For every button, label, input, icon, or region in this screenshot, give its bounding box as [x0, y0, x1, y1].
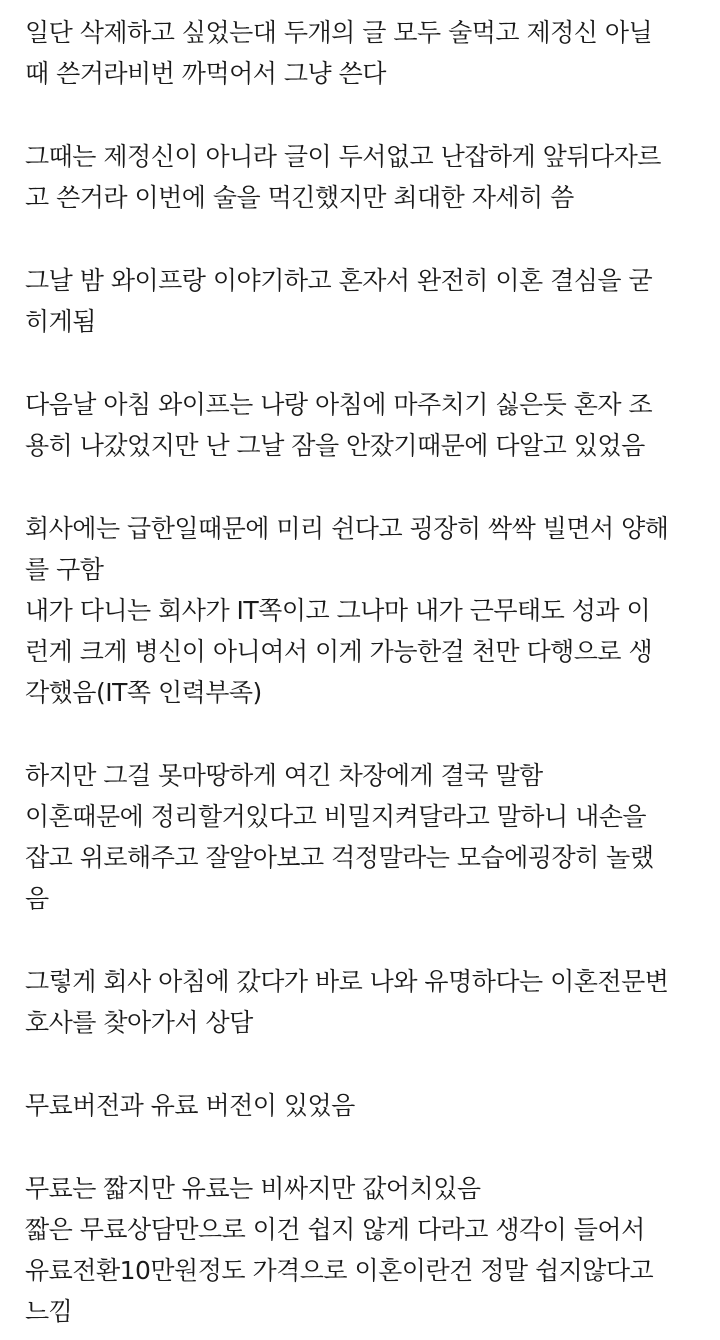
- text-line: 를 구함: [25, 555, 104, 584]
- text-line: 유료전환10만원정도 가격으로 이혼이란건 정말 쉽지않다고: [25, 1256, 654, 1285]
- text-line: 음: [25, 884, 49, 913]
- text-line: 그날 밤 와이프랑 이야기하고 혼자서 완전히 이혼 결심을 굳: [25, 266, 653, 295]
- text-line: 이혼때문에 정리할거있다고 비밀지켜달라고 말하니 내손을: [25, 802, 647, 831]
- text-line: 런게 크게 병신이 아니여서 이게 가능한걸 천만 다행으로 생: [25, 637, 653, 666]
- text-line: 각했음(IT쪽 인력부족): [25, 678, 262, 707]
- text-line: 그때는 제정신이 아니라 글이 두서없고 난잡하게 앞뒤다자르: [25, 142, 661, 171]
- text-line: 하지만 그걸 못마땅하게 여긴 차장에게 결국 말함: [25, 761, 543, 790]
- text-line: 다음날 아침 와이프는 나랑 아침에 마주치기 싫은듯 혼자 조: [25, 390, 653, 419]
- text-line: 무료버전과 유료 버전이 있었음: [25, 1091, 355, 1120]
- text-line: 고 쓴거라 이번에 술을 먹긴했지만 최대한 자세히 씀: [25, 183, 574, 212]
- text-line: 그렇게 회사 아침에 갔다가 바로 나와 유명하다는 이혼전문변: [25, 967, 669, 996]
- text-line: 용히 나갔었지만 난 그날 잠을 안잤기때문에 다알고 있었음: [25, 431, 645, 460]
- text-line: 회사에는 급한일때문에 미리 쉰다고 굉장히 싹싹 빌면서 양해: [25, 514, 669, 543]
- text-line: 때 쓴거라비번 까먹어서 그냥 쓴다: [25, 59, 386, 88]
- text-line: 짧은 무료상담만으로 이건 쉽지 않게 다라고 생각이 들어서: [25, 1215, 645, 1244]
- text-line: 호사를 찾아가서 상담: [25, 1008, 253, 1037]
- text-line: 느낌: [25, 1297, 73, 1326]
- text-line: 잡고 위로해주고 잘알아보고 걱정말라는 모습에굉장히 놀랬: [25, 843, 654, 872]
- text-line: 내가 다니는 회사가 IT쪽이고 그나마 내가 근무태도 성과 이: [25, 596, 651, 625]
- text-line: 무료는 짧지만 유료는 비싸지만 값어치있음: [25, 1174, 481, 1203]
- text-line: 일단 삭제하고 싶었는대 두개의 글 모두 술먹고 제정신 아닐: [25, 18, 653, 47]
- text-line: 히게됨: [25, 307, 96, 336]
